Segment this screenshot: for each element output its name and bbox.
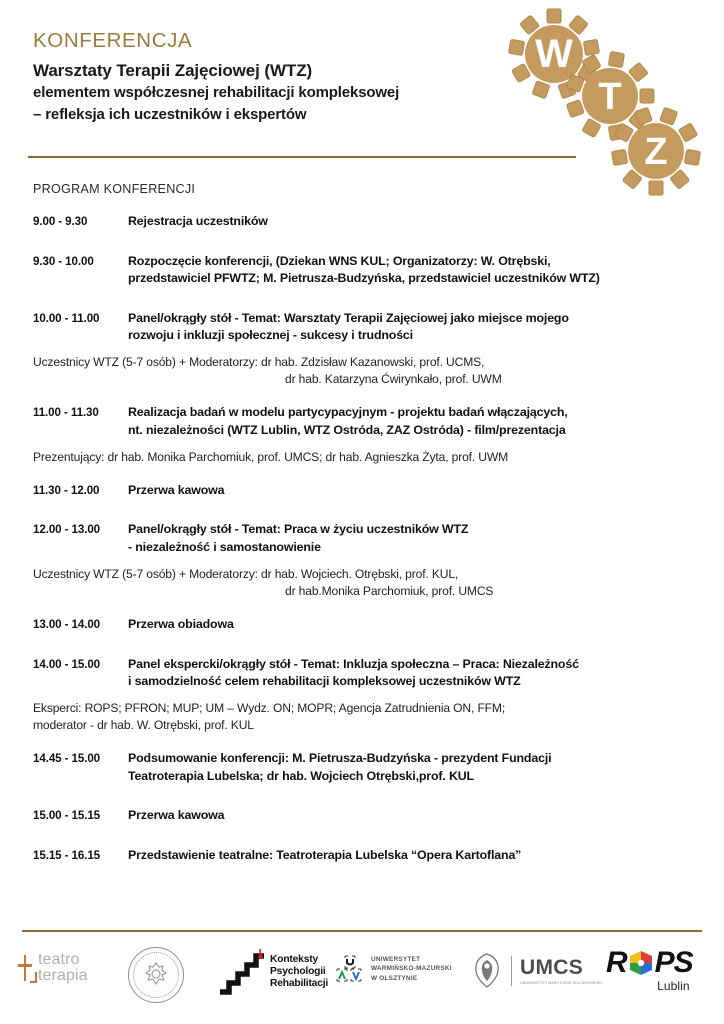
schedule-desc-line1: Rozpoczęcie konferencji, (Dziekan WNS KUL; Organizatorzy: W. Otrębski, — [128, 253, 551, 268]
schedule-time: 15.00 - 15.15 — [33, 809, 101, 823]
schedule-desc-line2: i samodzielność celem rehabilitacji kompleksowej uczestników WTZ — [128, 674, 521, 689]
uwm-line2: WARMIŃSKO-MAZURSKI — [371, 965, 452, 973]
schedule-desc-line2: nt. niezależności (WTZ Lublin, WTZ Ostróda, ZAZ Ostróda) - film/prezentacja — [128, 423, 566, 437]
program-heading: PROGRAM KONFERENCJI — [33, 182, 196, 196]
konteksty-wordmark — [270, 954, 328, 990]
uwm-line3: W OLSZTYNIE — [371, 974, 418, 982]
schedule-note-line1: Prezentujący: dr hab. Monika Parchomiuk, prof. UMCS; dr hab. Agnieszka Żyta, prof. UWM — [33, 449, 509, 464]
teatroterapia-line2: terapia — [38, 967, 88, 985]
schedule-description — [128, 807, 693, 825]
schedule-desc-line1: Realizacja badań w modelu partycypacyjnym - projektu badań włączających, — [128, 405, 568, 420]
schedule-row — [33, 616, 693, 634]
schedule-desc-line1: Panel/okrągły stół - Temat: Warsztaty Terapii Zajęciowej jako miejsce mojego — [128, 310, 569, 325]
schedule-row — [33, 404, 693, 439]
schedule-note-line2: dr hab.Monika Parchomiuk, prof. UMCS — [285, 583, 494, 598]
logo-umcs — [470, 952, 602, 990]
schedule-description — [128, 404, 693, 439]
schedule-desc-line1: Panel/okrągły stół - Temat: Praca w życiu uczestników WTZ — [128, 522, 469, 537]
schedule-description — [128, 310, 693, 345]
umcs-wordmark: UMCS — [520, 956, 584, 979]
logo-konteksty-psychologii-rehabilitacji — [218, 948, 328, 996]
schedule-note — [33, 566, 693, 600]
page-subtitle-line3: – refleksja ich uczestników i ekspertów — [33, 105, 307, 123]
gear-letter-t: T — [598, 76, 622, 118]
schedule-row — [33, 482, 693, 500]
schedule-desc-line1: Przerwa kawowa — [128, 808, 225, 823]
page-title: Warsztaty Terapii Zajęciowej (WTZ) — [33, 60, 313, 80]
konteksty-line1: Konteksty — [270, 953, 318, 965]
schedule-desc-line1: Przedstawienie teatralne: Teatroterapia Lubelska “Opera Kartoflana” — [128, 847, 522, 862]
umcs-subtitle: UNIWERSYTET MARII CURIE-SKŁODOWSKIEJ — [520, 981, 603, 985]
gear-letter-z: Z — [644, 131, 668, 173]
schedule-time: 14.00 - 15.00 — [33, 657, 101, 671]
schedule-row — [33, 521, 693, 556]
schedule-desc-line1: Rejestracja uczestników — [128, 214, 268, 228]
uwm-mark-icon — [336, 955, 364, 983]
konteksty-line2: Psychologii — [270, 965, 326, 977]
schedule-note-line2: moderator - dr hab. W. Otrębski, prof. KUL — [33, 717, 254, 732]
schedule-desc-line2: rozwoju i inkluzji społecznej - sukcesy i trudności — [128, 328, 413, 343]
schedule-time: 11.00 - 11.30 — [33, 406, 99, 420]
schedule-time: 14.45 - 15.00 — [33, 752, 101, 766]
schedule-description — [128, 213, 693, 231]
schedule-description — [128, 656, 693, 691]
rops-letters-ps: PS — [654, 946, 693, 979]
schedule-time: 9.00 - 9.30 — [33, 215, 88, 228]
footer-divider — [22, 930, 702, 932]
schedule-desc-line2: - niezależność i samostanowienie — [128, 540, 321, 554]
schedule-time: 12.00 - 13.00 — [33, 523, 101, 537]
schedule-row — [33, 253, 693, 288]
logo-rops-lublin — [606, 948, 693, 993]
schedule-desc-line1: Panel ekspercki/okrągły stół - Temat: Inkluzja społeczna – Praca: Niezależność — [128, 656, 579, 671]
teatroterapia-mark-icon — [18, 955, 35, 981]
schedule-time: 15.15 - 16.15 — [33, 848, 101, 862]
schedule-desc-line2: przedstawiciel PFWTZ; M. Pietrusza-Budzyńska, przedstawiciel uczestników WTZ) — [128, 271, 600, 286]
schedule-desc-line1: Przerwa obiadowa — [128, 616, 234, 631]
schedule-note — [33, 700, 693, 734]
schedule-description — [128, 750, 693, 785]
schedule-description — [128, 616, 693, 634]
document-header — [33, 30, 503, 125]
schedule-note — [33, 354, 693, 388]
logo-uwm — [336, 955, 452, 983]
schedule-note-line1: Uczestnicy WTZ (5-7 osób) + Moderatorzy: dr hab. Zdzisław Kazanowski, prof. UCMS, — [33, 355, 485, 370]
schedule-desc-line1: Przerwa kawowa — [128, 482, 225, 497]
schedule-description — [128, 482, 693, 500]
rops-letter-r: R — [606, 946, 627, 979]
stairs-icon — [218, 948, 266, 996]
schedule-note-line1: Eksperci: ROPS; PFRON; MUP; UM – Wydz. ON; MOPR; Agencja Zatrudnienia ON, FFM; — [33, 700, 506, 715]
rops-subtitle: Lublin — [657, 979, 690, 993]
teatroterapia-wordmark — [38, 952, 88, 985]
schedule-row — [33, 310, 693, 345]
schedule-description — [128, 847, 693, 865]
umcs-divider — [511, 956, 512, 986]
program-schedule — [33, 213, 693, 868]
schedule-note-line1: Uczestnicy WTZ (5-7 osób) + Moderatorzy: dr hab. Wojciech. Otrębski, prof. KUL, — [33, 566, 459, 581]
rops-puzzle-icon — [628, 950, 654, 976]
gear-letter-w: W — [535, 32, 573, 76]
schedule-row — [33, 656, 693, 691]
logo-teatroterapia — [18, 952, 88, 985]
kul-seal-icon — [128, 947, 184, 1003]
gear-z — [611, 107, 700, 195]
schedule-note-line2: dr hab. Katarzyna Ćwirynkało, prof. UWM — [285, 372, 502, 387]
header-divider — [28, 156, 576, 158]
uwm-line1: UNIWERSYTET — [371, 956, 421, 964]
schedule-time: 13.00 - 14.00 — [33, 617, 101, 631]
kicker-konferencja: KONFERENCJA — [33, 29, 193, 52]
uwm-wordmark — [371, 955, 452, 983]
schedule-time: 9.30 - 10.00 — [33, 254, 94, 268]
sponsor-logos — [0, 942, 724, 1018]
schedule-desc-line2: Teatroterapia Lubelska; dr hab. Wojciech Otrębski,prof. KUL — [128, 768, 474, 783]
schedule-time: 11.30 - 12.00 — [33, 483, 100, 497]
schedule-desc-line1: Podsumowanie konferencji: M. Pietrusza-Budzyńska - prezydent Fundacji — [128, 751, 552, 766]
schedule-description — [128, 521, 693, 556]
schedule-row — [33, 807, 693, 825]
schedule-row — [33, 847, 693, 865]
umcs-crest-icon — [470, 952, 504, 990]
schedule-time: 10.00 - 11.00 — [33, 311, 100, 325]
schedule-description — [128, 253, 693, 288]
teatroterapia-line1: teatro — [38, 951, 80, 968]
schedule-row — [33, 750, 693, 785]
schedule-note — [33, 449, 693, 466]
konteksty-line3: Rehabilitacji — [270, 978, 329, 990]
page-subtitle-line2: elementem współczesnej rehabilitacji kompleksowej — [33, 84, 400, 102]
schedule-row — [33, 213, 693, 231]
wtz-logo — [498, 8, 710, 198]
logo-kul — [128, 947, 184, 1003]
